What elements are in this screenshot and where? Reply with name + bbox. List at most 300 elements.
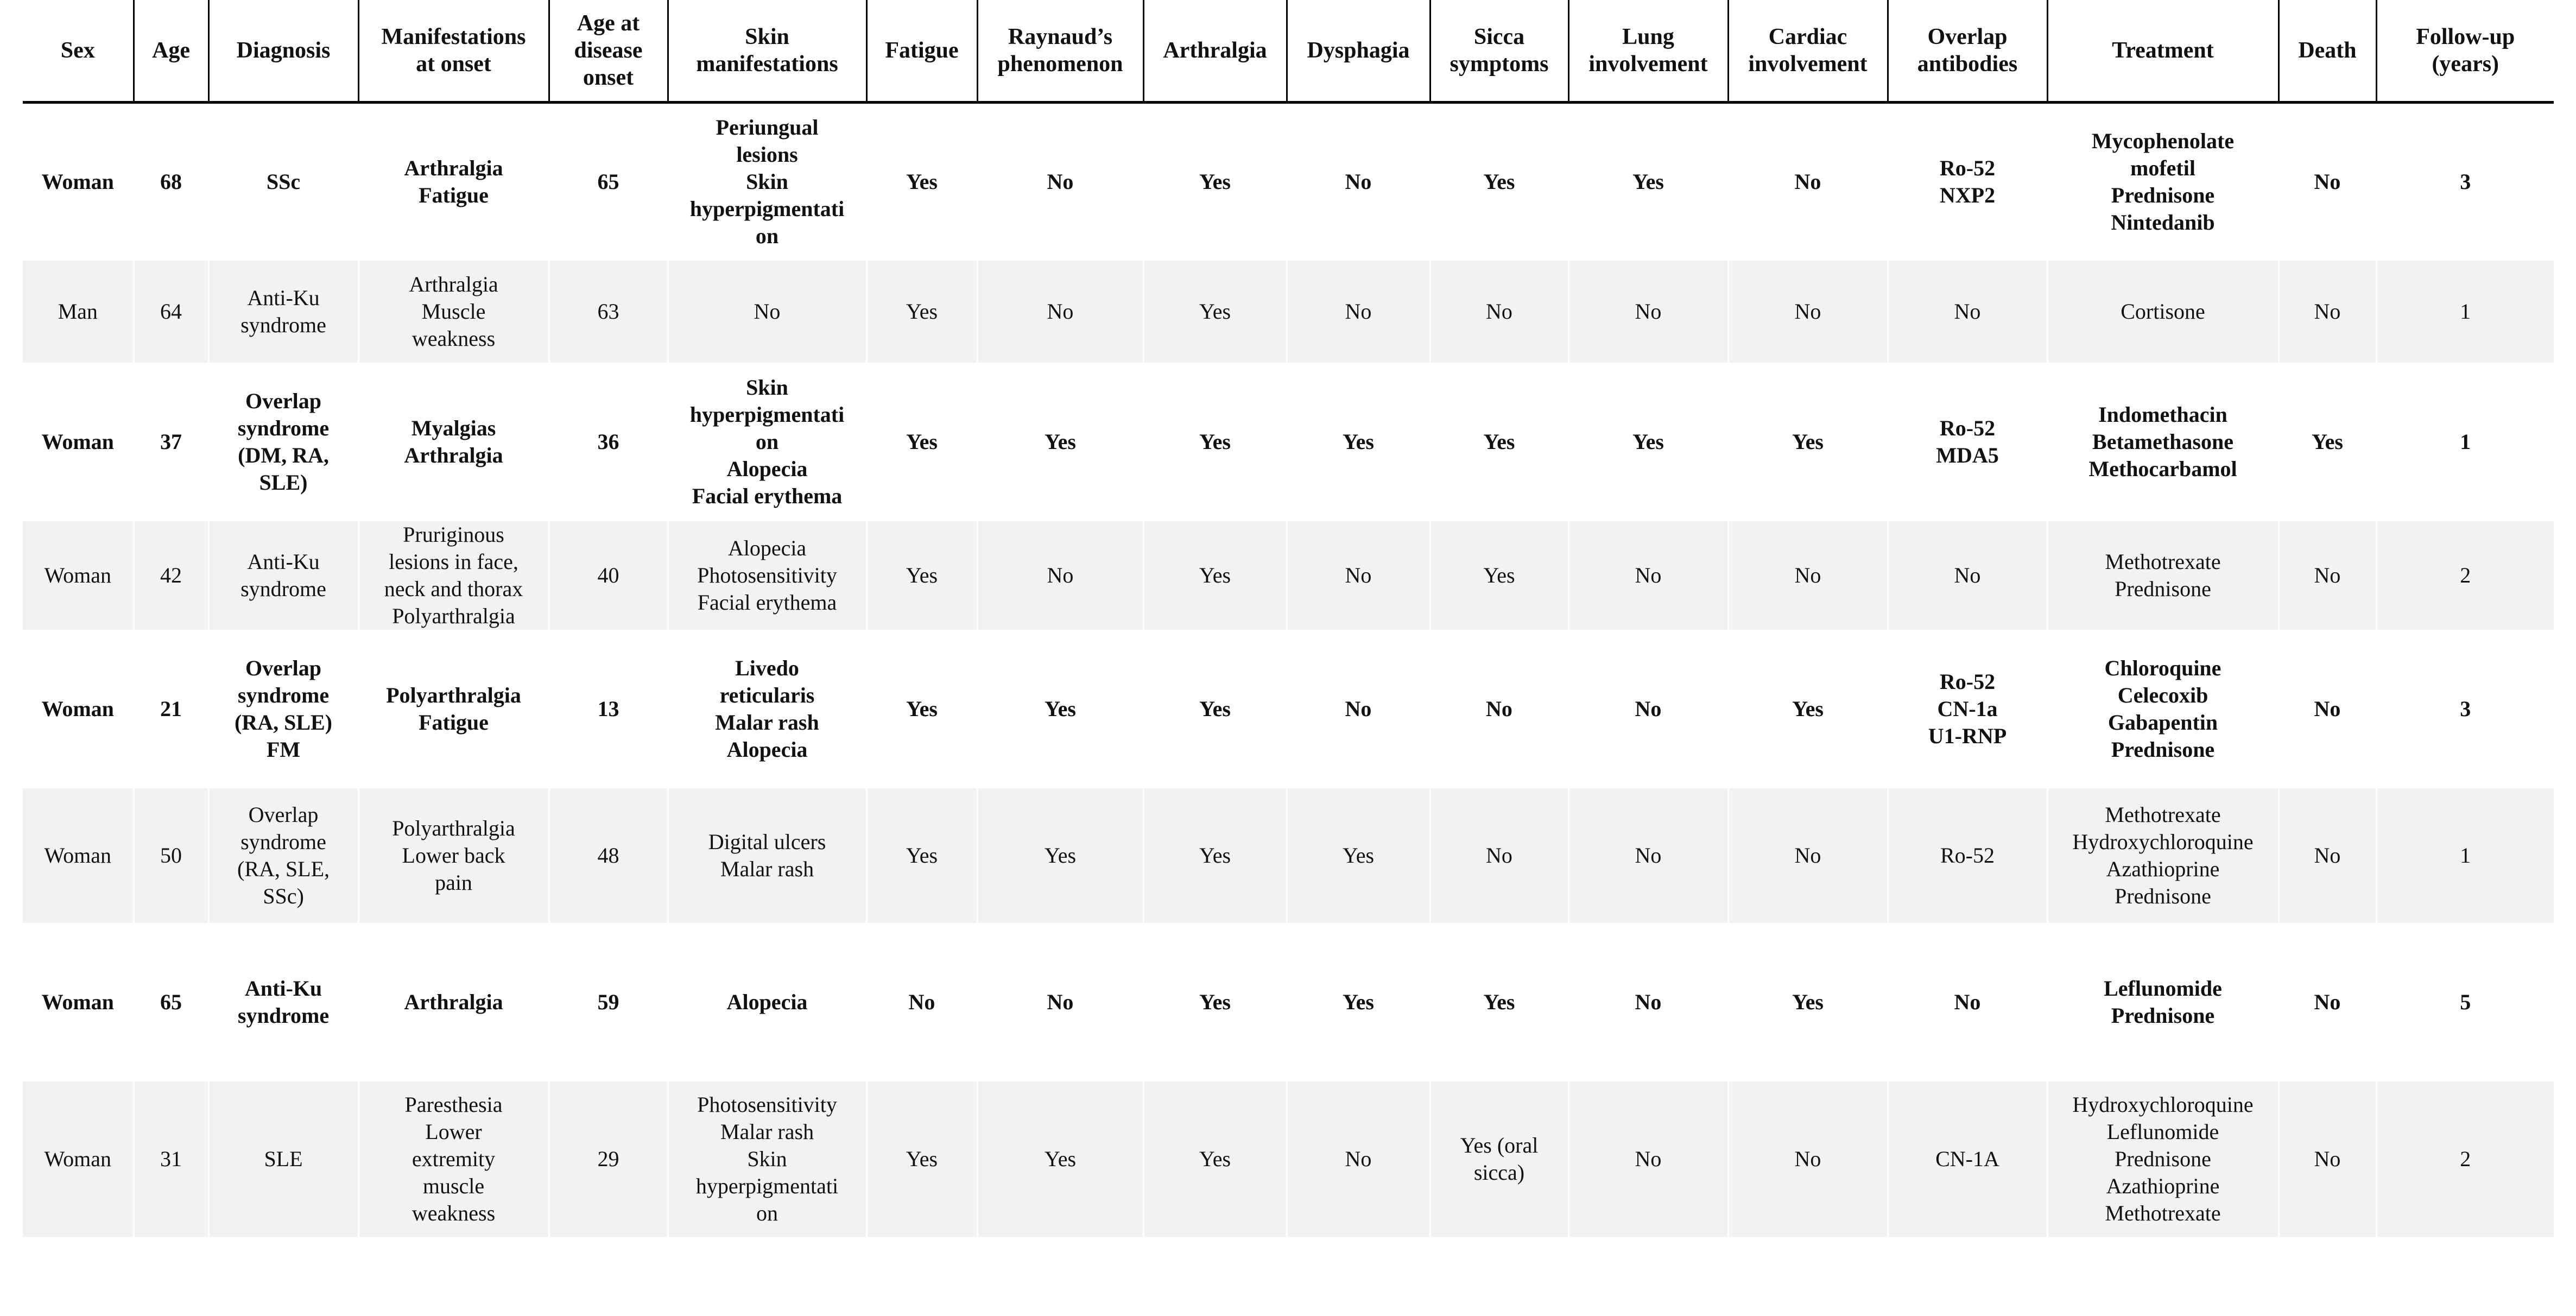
cell-text-line: 50 [160,843,182,868]
cell-text-line: Yes [1045,429,1076,454]
cell-text-line: involvement [1748,51,1868,77]
cell-text-line: Facial erythema [692,484,843,508]
cell-text-line: Yes [906,299,938,324]
cell-text-line: Yes [1044,1147,1077,1171]
cell-text-line: Yes [1792,990,1824,1014]
cell-text-line: No [1486,843,1512,868]
cell-cardiac-involvement [1728,363,1888,521]
cell-skin-manifestations [668,630,866,788]
cell-text-line: Manifestations [381,24,526,49]
cell-lung-involvement [1568,363,1728,521]
cell-text-line: symptoms [1450,51,1549,77]
cell-text-line: Ro-52 [1939,669,1996,694]
cell-text-line: Photosensitivity [697,563,837,587]
cell-text-line: No [1794,1147,1821,1171]
cell-lung-involvement [1568,630,1728,788]
cell-follow-up-years [2376,923,2554,1081]
cell-text-line: Age at [577,10,640,36]
cell-text-line: No [2314,169,2341,194]
cell-text-line: Death [2298,37,2357,63]
table-body [23,102,2554,1237]
cell-text-line: Woman [44,843,111,868]
cell-text-line: on [755,224,779,249]
cell-text-line: Malar rash [720,857,814,881]
cell-overlap-antibodies [1888,1081,2047,1237]
cell-text-line: No [754,299,781,324]
cell-follow-up-years [2376,1081,2554,1237]
cell-text-line: No [1954,299,1981,324]
cell-text-line: Azathioprine [2106,857,2220,881]
cell-overlap-antibodies [1888,363,2047,521]
cell-text-line: No [1794,169,1821,194]
cell-text-line: No [1486,299,1512,324]
cell-text-line: weakness [412,326,496,351]
table-row [23,630,2554,788]
cell-text-line: Livedo [735,656,799,680]
cell-text-line: reticularis [719,683,815,707]
cell-text-line: 21 [160,697,182,721]
cell-manifestations-at-onset [358,261,549,363]
cell-treatment [2047,630,2278,788]
cell-text-line: Follow-up [2416,24,2515,49]
column-header-overlap-antibodies [1888,0,2047,102]
cell-age [134,363,208,521]
cell-sicca-symptoms [1430,521,1568,630]
column-header-dysphagia [1287,0,1430,102]
cell-text-line: Myalgias [411,416,496,440]
cell-skin-manifestations [668,102,866,261]
cell-cardiac-involvement [1728,923,1888,1081]
cell-text-line: Yes [1045,697,1076,721]
cell-treatment [2047,923,2278,1081]
cell-text-line: No [2314,843,2341,868]
cell-text-line: 59 [597,990,619,1014]
cell-skin-manifestations [668,261,866,363]
cell-overlap-antibodies [1888,630,2047,788]
cell-age [134,1081,208,1237]
cell-text-line: 1 [2460,299,2471,324]
table-row [23,1081,2554,1237]
cell-text-line: antibodies [1917,51,2018,77]
cell-text-line: manifestations [696,51,838,77]
cell-text-line: No [2314,563,2341,587]
cell-arthralgia [1143,363,1287,521]
cell-sex [23,1081,134,1237]
cell-raynauds-phenomenon [977,630,1143,788]
cell-text-line: No [1635,990,1662,1014]
cell-text-line: No [1635,563,1662,587]
cell-text-line: syndrome [237,683,330,707]
cell-arthralgia [1143,1081,1287,1237]
cell-sicca-symptoms [1430,630,1568,788]
cell-sex [23,788,134,923]
cell-sicca-symptoms [1430,1081,1568,1237]
cell-text-line: Yes [906,697,938,721]
cell-text-line: CN-1a [1937,697,1998,721]
cell-text-line: Alopecia [726,737,808,762]
cell-text-line: Woman [41,169,114,194]
cell-diagnosis [208,102,358,261]
cell-text-line: Nintedanib [2111,210,2215,235]
cell-sicca-symptoms [1430,363,1568,521]
cell-text-line: SSc [266,169,301,194]
cell-text-line: Lower back [402,843,505,868]
cell-text-line: Hydroxychloroquine [2072,1092,2254,1117]
cell-text-line: Periungual [716,115,819,140]
cell-treatment [2047,102,2278,261]
cell-text-line: No [1345,299,1372,324]
cell-text-line: Betamethasone [2092,429,2233,454]
cell-text-line: Methotrexate [2105,802,2221,827]
cell-death [2278,630,2376,788]
cell-text-line: No [1954,563,1981,587]
cell-fatigue [866,521,977,630]
cell-text-line: 1 [2460,429,2471,454]
cell-manifestations-at-onset [358,363,549,521]
cell-diagnosis [208,521,358,630]
column-header-skin-manifestations [668,0,866,102]
cell-text-line: 5 [2460,990,2471,1014]
cell-text-line: syndrome [240,577,326,601]
cell-treatment [2047,261,2278,363]
cell-text-line: Fatigue [419,710,489,735]
cell-skin-manifestations [668,521,866,630]
column-header-treatment [2047,0,2278,102]
patient-characteristics-table [23,0,2554,1237]
cell-sex [23,102,134,261]
cell-text-line: Skin [747,1147,787,1171]
cell-text-line: Raynaud’s [1008,24,1113,49]
cell-treatment [2047,521,2278,630]
cell-text-line: Overlap [248,802,319,827]
cell-text-line: U1-RNP [1928,724,2007,748]
cell-text-line: Arthralgia [404,990,503,1014]
cell-follow-up-years [2376,521,2554,630]
table-row [23,788,2554,923]
cell-text-line: hyperpigmentati [689,197,845,222]
cell-age [134,788,208,923]
cell-text-line: phenomenon [997,51,1123,77]
cell-text-line: Woman [44,1147,111,1171]
cell-death [2278,788,2376,923]
cell-text-line: Yes [1632,429,1664,454]
cell-manifestations-at-onset [358,1081,549,1237]
cell-text-line: 13 [597,697,619,721]
cell-raynauds-phenomenon [977,788,1143,923]
cell-text-line: 68 [160,169,182,194]
cell-text-line: Fatigue [419,183,489,208]
cell-dysphagia [1287,363,1430,521]
cell-manifestations-at-onset [358,630,549,788]
cell-dysphagia [1287,521,1430,630]
cell-text-line: Yes [906,1147,938,1171]
cell-lung-involvement [1568,102,1728,261]
cell-text-line: No [2314,990,2341,1014]
cell-text-line: No [1345,169,1372,194]
cell-text-line: neck and thorax [384,577,523,601]
cell-text-line: Yes [1483,563,1515,587]
cell-text-line: Dysphagia [1307,37,1410,63]
cell-arthralgia [1143,261,1287,363]
cell-text-line: Yes [1199,563,1231,587]
cell-cardiac-involvement [1728,521,1888,630]
column-header-follow-up-years [2376,0,2554,102]
cell-text-line: No [1954,990,1981,1014]
cell-text-line: Photosensitivity [697,1092,837,1117]
cell-text-line: Hydroxychloroquine [2072,830,2254,854]
column-header-age [134,0,208,102]
cell-text-line: Methocarbamol [2088,457,2237,481]
cell-treatment [2047,788,2278,923]
cell-sex [23,261,134,363]
cell-text-line: Yes [1199,990,1231,1014]
cell-text-line: at onset [416,51,491,77]
cell-text-line: CN-1A [1935,1147,1999,1171]
cell-text-line: Yes [1199,843,1231,868]
cell-text-line: 42 [160,563,182,587]
table-header-row [23,0,2554,102]
cell-text-line: Polyarthralgia [386,683,521,707]
cell-text-line: weakness [412,1201,496,1225]
cell-age [134,630,208,788]
cell-text-line: Indomethacin [2098,402,2227,427]
cell-death [2278,1081,2376,1237]
cell-fatigue [866,102,977,261]
cell-text-line: No [2314,697,2341,721]
cell-cardiac-involvement [1728,630,1888,788]
cell-age-at-disease-onset [549,1081,668,1237]
cell-text-line: Yes [906,169,938,194]
cell-follow-up-years [2376,630,2554,788]
cell-text-line: 2 [2460,563,2471,587]
column-header-manifestations-at-onset [358,0,549,102]
cell-text-line: NXP2 [1939,183,1996,208]
cell-text-line: Yes [1199,429,1231,454]
cell-text-line: SLE) [259,470,308,495]
cell-manifestations-at-onset [358,788,549,923]
cell-dysphagia [1287,788,1430,923]
cell-text-line: Facial erythema [697,590,837,615]
cell-text-line: Anti-Ku [247,286,320,310]
cell-fatigue [866,261,977,363]
cell-fatigue [866,363,977,521]
cell-text-line: Yes [1483,169,1515,194]
column-header-fatigue [866,0,977,102]
cell-text-line: MDA5 [1936,443,1999,467]
cell-text-line: Treatment [2112,37,2214,63]
cell-sicca-symptoms [1430,923,1568,1081]
cell-raynauds-phenomenon [977,363,1143,521]
cell-sex [23,363,134,521]
cell-text-line: Yes [1632,169,1664,194]
cell-text-line: No [1345,1147,1372,1171]
cell-text-line: extremity [412,1147,496,1171]
cell-text-line: Overlap [1927,24,2008,49]
cell-text-line: Yes [1199,299,1231,324]
column-header-lung-involvement [1568,0,1728,102]
cell-text-line: No [1345,697,1372,721]
cell-sex [23,630,134,788]
cell-age [134,261,208,363]
cell-fatigue [866,630,977,788]
cell-overlap-antibodies [1888,923,2047,1081]
cell-text-line: Prednisone [2111,183,2215,208]
cell-text-line: syndrome [237,1003,330,1028]
column-header-diagnosis [208,0,358,102]
cell-skin-manifestations [668,1081,866,1237]
cell-text-line: Prednisone [2111,737,2215,762]
cell-text-line: syndrome [240,313,326,337]
cell-treatment [2047,1081,2278,1237]
cell-cardiac-involvement [1728,788,1888,923]
cell-text-line: Anti-Ku [247,549,320,574]
cell-text-line: No [1635,697,1662,721]
cell-arthralgia [1143,102,1287,261]
cell-text-line: No [1047,299,1074,324]
cell-sicca-symptoms [1430,102,1568,261]
cell-text-line: No [1047,169,1074,194]
cell-diagnosis [208,788,358,923]
cell-text-line: 48 [597,843,619,868]
cell-text-line: 37 [160,429,182,454]
cell-dysphagia [1287,261,1430,363]
cell-text-line: Arthralgia [404,443,503,467]
cell-sex [23,521,134,630]
cell-dysphagia [1287,923,1430,1081]
cell-text-line: Yes [1199,1147,1231,1171]
cell-text-line: Prednisone [2111,1003,2215,1028]
cell-death [2278,521,2376,630]
cell-skin-manifestations [668,923,866,1081]
cell-arthralgia [1143,923,1287,1081]
cell-text-line: sicca) [1473,1160,1525,1185]
cell-text-line: Lung [1622,24,1674,49]
cell-lung-involvement [1568,521,1728,630]
cell-text-line: Arthralgia [1163,37,1267,63]
cell-follow-up-years [2376,788,2554,923]
cell-text-line: hyperpigmentati [689,402,845,427]
cell-text-line: Polyarthralgia [392,604,515,628]
cell-text-line: Yes [1199,169,1231,194]
cell-diagnosis [208,923,358,1081]
cell-fatigue [866,788,977,923]
cell-raynauds-phenomenon [977,261,1143,363]
cell-overlap-antibodies [1888,102,2047,261]
cell-text-line: Yes (oral [1460,1133,1539,1157]
cell-text-line: Methotrexate [2105,549,2221,574]
cell-text-line: Gabapentin [2107,710,2218,735]
cell-text-line: Muscle [421,299,486,324]
column-header-age-at-disease-onset [549,0,668,102]
column-header-arthralgia [1143,0,1287,102]
cell-text-line: Yes [1792,429,1824,454]
cell-text-line: syndrome [237,416,330,440]
cell-text-line: Yes [906,429,938,454]
cell-text-line: hyperpigmentati [695,1174,839,1198]
cell-text-line: Overlap [245,656,321,680]
clinical-table-container [23,0,2554,1237]
cell-text-line: Skin [746,169,788,194]
cell-text-line: 65 [160,990,182,1014]
cell-text-line: Diagnosis [236,37,331,63]
cell-fatigue [866,1081,977,1237]
cell-text-line: Woman [41,990,114,1014]
cell-lung-involvement [1568,261,1728,363]
cell-text-line: Sicca [1473,24,1525,49]
cell-text-line: disease [574,37,643,63]
cell-treatment [2047,363,2278,521]
cell-text-line: mofetil [2130,156,2195,181]
cell-text-line: 65 [597,169,619,194]
cell-text-line: No [908,990,935,1014]
cell-age-at-disease-onset [549,102,668,261]
cell-overlap-antibodies [1888,788,2047,923]
cell-text-line: No [2314,299,2341,324]
column-header-death [2278,0,2376,102]
cell-text-line: Overlap [245,389,321,413]
cell-text-line: onset [583,65,634,90]
cell-follow-up-years [2376,102,2554,261]
cell-lung-involvement [1568,1081,1728,1237]
table-row [23,261,2554,363]
cell-text-line: No [1794,843,1821,868]
cell-cardiac-involvement [1728,102,1888,261]
cell-raynauds-phenomenon [977,521,1143,630]
cell-text-line: 2 [2460,1147,2471,1171]
cell-text-line: Prednisone [2115,577,2211,601]
cell-text-line: No [1635,843,1662,868]
cell-text-line: Woman [41,429,114,454]
cell-text-line: Azathioprine [2106,1174,2220,1198]
cell-text-line: Yes [1343,990,1374,1014]
cell-text-line: Anti-Ku [244,976,322,1001]
cell-sicca-symptoms [1430,788,1568,923]
cell-text-line: 40 [597,563,619,587]
cell-sicca-symptoms [1430,261,1568,363]
cell-text-line: No [1635,299,1662,324]
cell-text-line: Methotrexate [2105,1201,2221,1225]
cell-text-line: Malar rash [715,710,819,735]
cell-age-at-disease-onset [549,363,668,521]
cell-manifestations-at-onset [358,923,549,1081]
cell-text-line: 1 [2460,843,2471,868]
cell-text-line: Prednisone [2115,1147,2211,1171]
cell-death [2278,363,2376,521]
cell-text-line: No [1794,563,1821,587]
cell-arthralgia [1143,521,1287,630]
column-header-sicca-symptoms [1430,0,1568,102]
cell-age [134,102,208,261]
cell-text-line: Lower [425,1119,482,1144]
cell-skin-manifestations [668,788,866,923]
cell-diagnosis [208,1081,358,1237]
cell-text-line: Ro-52 [1939,416,1996,440]
cell-text-line: No [1345,563,1372,587]
table-row [23,363,2554,521]
cell-text-line: Yes [1792,697,1824,721]
cell-text-line: Leflunomide [2104,976,2222,1001]
cell-skin-manifestations [668,363,866,521]
cell-text-line: Leflunomide [2106,1119,2219,1144]
cell-overlap-antibodies [1888,521,2047,630]
cell-text-line: Yes [1343,429,1374,454]
cell-text-line: 63 [597,299,619,324]
cell-diagnosis [208,261,358,363]
cell-text-line: Yes [906,563,938,587]
cell-text-line: Paresthesia [404,1092,503,1117]
cell-text-line: Alopecia [726,990,808,1014]
cell-follow-up-years [2376,363,2554,521]
